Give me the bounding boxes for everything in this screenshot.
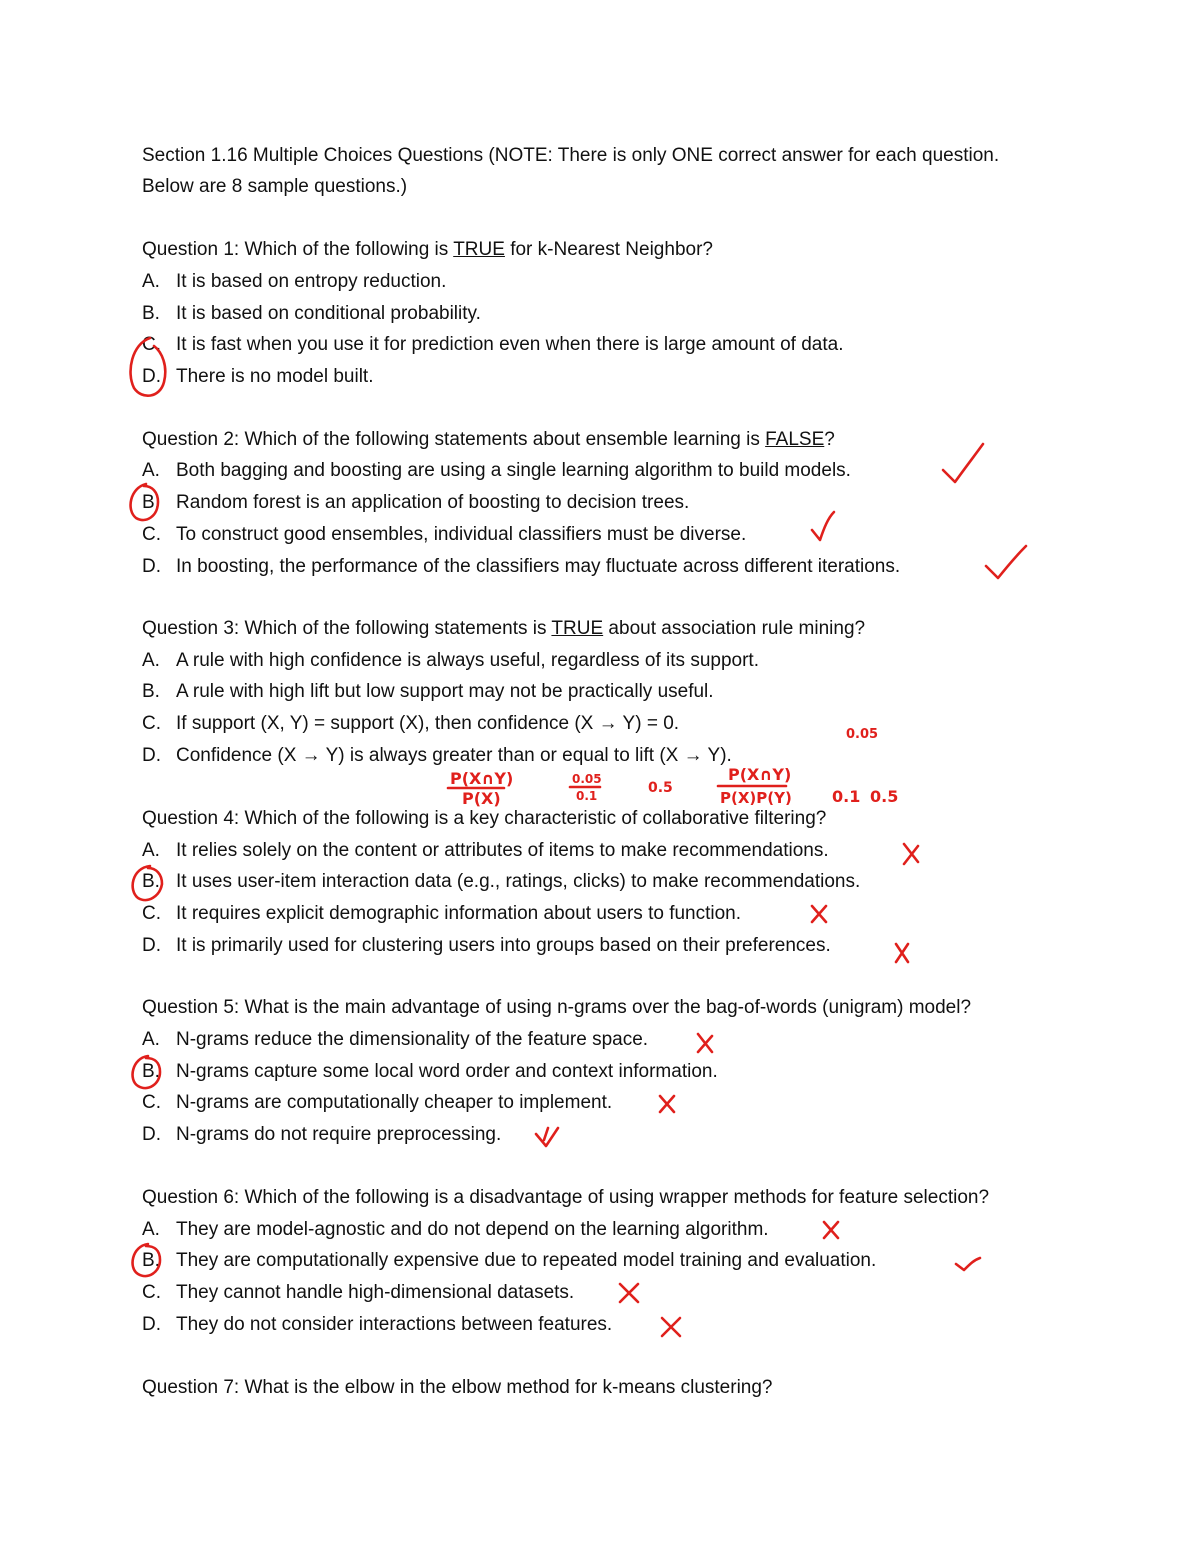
option-letter: A.: [142, 650, 160, 671]
option-letter: B.: [142, 871, 160, 892]
option-letter: A.: [142, 1029, 160, 1050]
option-letter: C.: [142, 1282, 161, 1303]
answer-circle-q1-d: [131, 338, 166, 396]
option-letter: B.: [142, 681, 160, 702]
option-letter: D.: [142, 745, 161, 766]
option-text: They are computationally expensive due to repeated model training and evaluation.: [176, 1250, 877, 1271]
option-text: If support (X, Y) = support (X), then confidence (X → Y) = 0.: [176, 713, 680, 734]
option-letter: D.: [142, 935, 161, 956]
note-formula-1-denominator: P(X): [462, 789, 501, 808]
option-text: It is fast when you use it for prediction even when there is large amount of data.: [176, 334, 844, 355]
checkmark-icon-q2-d: [986, 546, 1026, 578]
note-fraction-denominator: 0.1: [576, 789, 598, 803]
question-text: What is the elbow in the elbow method for k-means clustering?: [239, 1377, 773, 1398]
cross-icon-q6-c: [620, 1284, 638, 1302]
option-letter: B.: [142, 1250, 160, 1271]
checkmark-icon-q6-b: [956, 1258, 980, 1270]
note-q3-c: 0.05: [846, 727, 879, 742]
option-text: Confidence (X → Y) is always greater than or equal to lift (X → Y).: [176, 745, 732, 766]
option-text: They cannot handle high-dimensional datasets.: [176, 1282, 575, 1303]
option-letter: A.: [142, 1219, 160, 1240]
cross-icon-q4-d: [896, 944, 908, 962]
option-text: In boosting, the performance of the classifiers may fluctuate across different iterations.: [176, 556, 901, 577]
cross-icon-q5-a: [698, 1034, 712, 1052]
option-text: N-grams capture some local word order and context information.: [176, 1061, 718, 1082]
note-formula-1-numerator: P(X∩Y): [450, 769, 514, 788]
option-text: There is no model built.: [176, 366, 374, 387]
cross-icon-q4-c: [812, 906, 826, 922]
question-text-end: about association rule mining?: [603, 618, 866, 639]
option-letter: D.: [142, 366, 161, 387]
question-text: Which of the following is a disadvantage of using wrapper methods for feature selection?: [239, 1187, 990, 1208]
option-text: It uses user-item interaction data (e.g., ratings, clicks) to make recommendations.: [176, 871, 861, 892]
question-label: Question 1:: [142, 239, 240, 260]
option-letter: C.: [142, 524, 161, 545]
question-emphasis: TRUE: [551, 618, 604, 639]
question-label: Question 4:: [142, 808, 240, 829]
answer-circle-q2-b: [131, 484, 158, 520]
option-text: It is based on entropy reduction.: [176, 271, 447, 292]
question-text: Which of the following statements about ensemble learning is: [239, 429, 766, 450]
option-text: A rule with high confidence is always useful, regardless of its support.: [176, 650, 759, 671]
note-result: 0.5: [648, 780, 673, 796]
option-text: Random forest is an application of boosting to decision trees.: [176, 492, 690, 513]
note-formula-2-denominator: P(X)P(Y): [720, 789, 792, 807]
option-letter: D.: [142, 1314, 161, 1335]
option-letter: C.: [142, 1092, 161, 1113]
option-text: They do not consider interactions between features.: [176, 1314, 613, 1335]
cross-icon-q5-c: [660, 1096, 674, 1112]
question-text-end: ?: [824, 429, 835, 450]
note-values-1: 0.1: [832, 787, 861, 806]
option-text: It is primarily used for clustering users into groups based on their preferences.: [176, 935, 831, 956]
option-letter: C.: [142, 334, 161, 355]
cross-icon-q6-d: [662, 1318, 680, 1336]
option-text: N-grams are computationally cheaper to implement.: [176, 1092, 613, 1113]
question-text: Which of the following statements is: [239, 618, 552, 639]
option-letter: B.: [142, 1061, 160, 1082]
note-formula-2-numerator: P(X∩Y): [728, 765, 792, 784]
option-text: It is based on conditional probability.: [176, 303, 481, 324]
question-text: Which of the following is a key characteristic of collaborative filtering?: [239, 808, 827, 829]
checkmark-icon-q2-c: [812, 512, 834, 540]
cross-icon-q6-a: [824, 1222, 838, 1238]
option-text: N-grams do not require preprocessing.: [176, 1124, 502, 1145]
question-emphasis: FALSE: [765, 429, 825, 450]
option-letter: A.: [142, 460, 160, 481]
question-label: Question 7:: [142, 1377, 240, 1398]
option-letter: A.: [142, 271, 160, 292]
option-letter: B.: [142, 492, 160, 513]
option-text: To construct good ensembles, individual classifiers must be diverse.: [176, 524, 747, 545]
question-label: Question 5:: [142, 997, 240, 1018]
option-text: It requires explicit demographic information about users to function.: [176, 903, 742, 924]
question-text-end: for k-Nearest Neighbor?: [504, 239, 713, 260]
cross-icon-q5-d: [536, 1128, 558, 1146]
answer-circle-q5-b: [133, 1056, 160, 1088]
option-text: A rule with high lift but low support may not be practically useful.: [176, 681, 714, 702]
question-text: What is the main advantage of using n-grams over the bag-of-words (unigram) model?: [239, 997, 972, 1018]
question-label: Question 3:: [142, 618, 240, 639]
cross-icon-q4-a: [904, 844, 918, 864]
option-letter: C.: [142, 903, 161, 924]
note-values-2: 0.5: [870, 787, 899, 806]
answer-circle-q4-b: [133, 866, 162, 900]
checkmark-icon-q2-a: [943, 444, 983, 482]
option-letter: A.: [142, 840, 160, 861]
note-fraction-numerator: 0.05: [572, 772, 602, 786]
option-text: It relies solely on the content or attributes of items to make recommendations.: [176, 840, 829, 861]
section-heading-line-2: Below are 8 sample questions.): [142, 176, 408, 197]
option-letter: B.: [142, 303, 160, 324]
question-text: Which of the following is: [239, 239, 454, 260]
answer-circle-q6-b: [133, 1244, 160, 1276]
option-text: Both bagging and boosting are using a single learning algorithm to build models.: [176, 460, 851, 481]
option-letter: D.: [142, 556, 161, 577]
section-heading-line-1: Section 1.16 Multiple Choices Questions (NOTE: There is only ONE correct answer for each question.: [142, 145, 1000, 166]
question-label: Question 6:: [142, 1187, 240, 1208]
option-letter: D.: [142, 1124, 161, 1145]
option-text: They are model-agnostic and do not depend on the learning algorithm.: [176, 1219, 769, 1240]
option-text: N-grams reduce the dimensionality of the feature space.: [176, 1029, 649, 1050]
question-emphasis: TRUE: [453, 239, 505, 260]
option-letter: C.: [142, 713, 161, 734]
question-label: Question 2:: [142, 429, 240, 450]
